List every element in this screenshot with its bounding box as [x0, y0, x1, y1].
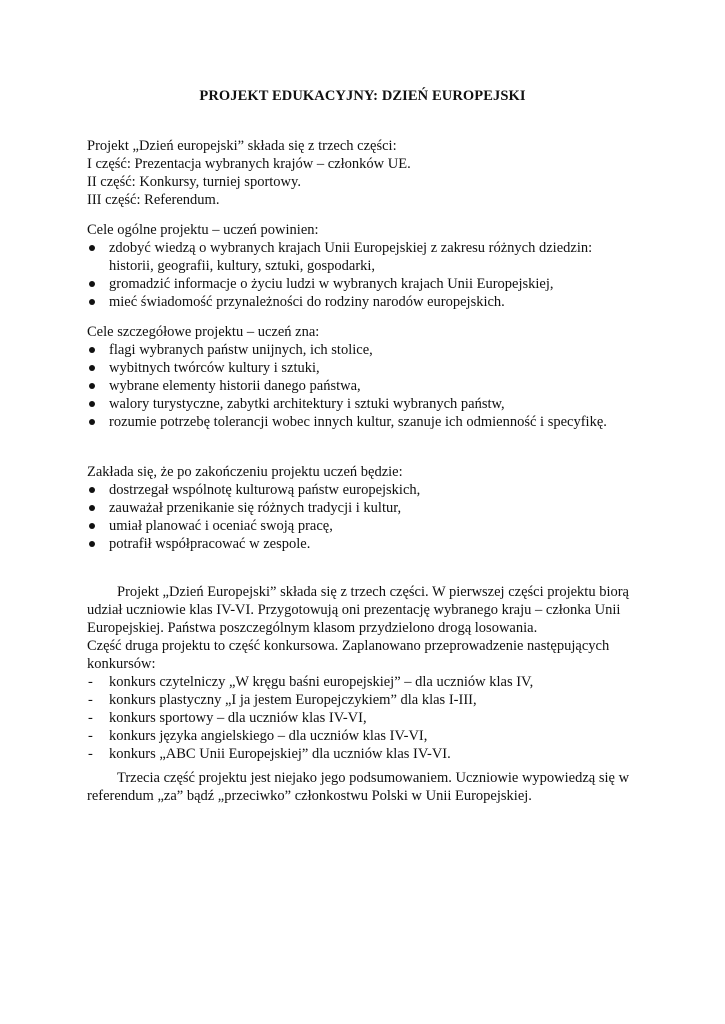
contests-list: [87, 673, 647, 763]
description-line: konkursów:: [87, 656, 156, 672]
intro-line: III część: Referendum.: [87, 192, 220, 208]
description-line: Część druga projektu to część konkursowa. Zaplanowano przeprowadzenie następujących: [87, 638, 610, 654]
description-line: Europejskiej. Państwa poszczególnym klasom przydzielono drogą losowania.: [87, 620, 538, 636]
contest-item: - konkurs czytelniczy „W kręgu baśni europejskiej” – dla uczniów klas IV,: [87, 673, 647, 691]
list-item: umiał planować i oceniać swoją pracę,: [87, 517, 647, 535]
general-goals-list: [87, 239, 647, 311]
general-goals-heading: Cele ogólne projektu – uczeń powinien:: [87, 222, 319, 238]
contest-item: - konkurs języka angielskiego – dla uczniów klas IV-VI,: [87, 727, 647, 745]
description-line: Projekt „Dzień Europejski” składa się z trzech części. W pierwszej części projektu biorą: [117, 584, 629, 600]
list-item: rozumie potrzebę tolerancji wobec innych kultur, szanuje ich odmienność i specyfikę.: [87, 413, 647, 431]
summary-line: Trzecia część projektu jest niejako jego podsumowaniem. Uczniowie wypowiedzą się w: [117, 770, 630, 786]
intro-line: I część: Prezentacja wybranych krajów – członków UE.: [87, 156, 411, 172]
list-item: zdobyć wiedzą o wybranych krajach Unii Europejskiej z zakresu różnych dziedzin:: [87, 239, 647, 257]
contest-item: - konkurs plastyczny „I ja jestem Europejczykiem” dla klas I-III,: [87, 691, 647, 709]
outcomes-heading: Zakłada się, że po zakończeniu projektu uczeń będzie:: [87, 464, 403, 480]
document-title: PROJEKT EDUKACYJNY: DZIEŃ EUROPEJSKI: [199, 88, 526, 104]
list-item: potrafił współpracować w zespole.: [87, 535, 647, 553]
continuation-text: historii, geografii, kultury, sztuki, gospodarki,: [109, 258, 376, 274]
list-item: zauważał przenikanie się różnych tradycji i kultur,: [87, 499, 647, 517]
intro-line: Projekt „Dzień europejski” składa się z trzech części:: [87, 138, 397, 154]
list-item: gromadzić informacje o życiu ludzi w wybranych krajach Unii Europejskiej,: [87, 275, 647, 293]
contest-item: - konkurs „ABC Unii Europejskiej” dla uczniów klas IV-VI.: [87, 745, 647, 763]
description-line: udział uczniowie klas IV-VI. Przygotowują oni prezentację wybranego kraju – członka Unii: [87, 602, 621, 618]
list-item: walory turystyczne, zabytki architektury i sztuki wybranych państw,: [87, 395, 647, 413]
specific-goals-list: [87, 341, 647, 431]
specific-goals-section: [87, 323, 647, 431]
outcomes-list: [87, 481, 647, 553]
outcomes-section: [87, 463, 647, 553]
specific-goals-heading: Cele szczegółowe projektu – uczeń zna:: [87, 324, 320, 340]
list-item: mieć świadomość przynależności do rodziny narodów europejskich.: [87, 293, 647, 311]
list-item-continuation: [87, 257, 647, 275]
list-item: dostrzegał wspólnotę kulturową państw europejskich,: [87, 481, 647, 499]
list-item: wybitnych twórców kultury i sztuki,: [87, 359, 647, 377]
description-section: [87, 583, 647, 763]
general-goals-section: [87, 221, 647, 311]
summary-section: [87, 769, 647, 805]
list-item: flagi wybranych państw unijnych, ich stolice,: [87, 341, 647, 359]
summary-line: referendum „za” bądź „przeciwko” członkostwu Polski w Unii Europejskiej.: [87, 788, 532, 804]
intro-section: [87, 137, 647, 209]
intro-line: II część: Konkursy, turniej sportowy.: [87, 174, 301, 190]
list-item: wybrane elementy historii danego państwa,: [87, 377, 647, 395]
contest-item: - konkurs sportowy – dla uczniów klas IV-VI,: [87, 709, 647, 727]
